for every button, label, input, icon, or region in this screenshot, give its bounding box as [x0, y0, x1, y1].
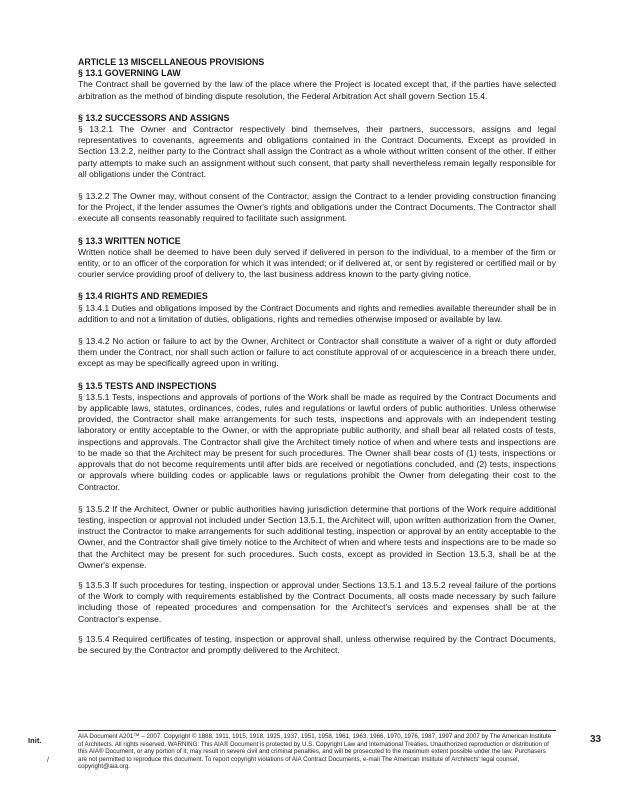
paragraph-13-5-2: § 13.5.2 If the Architect, Owner or public authorities having jurisdiction determine that portions of the Work require additional testing, inspection or approval not included under Section 13.5.1, the Architect will, upon written authorization from the Owner, instruct the Contractor to make arrangements for such additional testing, inspection or approval by an entity acceptable to the Owner, and the Contractor shall give timely notice to the Architect of when and where tests and inspections are to be made so that the Architect may be present for such procedures. Such costs, except as provided in Section 13.5.3, shall be at the Owner's expense. [78, 503, 556, 570]
footer-divider [78, 730, 556, 731]
page-number: 33 [590, 734, 602, 745]
section-heading-13-4: § 13.4 RIGHTS AND REMEDIES [78, 291, 208, 302]
article-title: ARTICLE 13 MISCELLANEOUS PROVISIONS [78, 57, 265, 67]
paragraph-13-4-2: § 13.4.2 No action or failure to act by the Owner, Architect or Contractor shall constitute a waiver of a right or duty afforded them under the Contract, nor shall such action or failure to act constitute approval of or acquiescence in a breach there under, except as may be specifically agreed upon in writing. [78, 336, 556, 369]
document-page [78, 57, 556, 656]
section-heading-13-3: § 13.3 WRITTEN NOTICE [78, 235, 181, 246]
copyright-footer [78, 730, 556, 771]
paragraph-13-2-1: § 13.2.1 The Owner and Contractor respectively bind themselves, their partners, successors, assigns and legal representatives to covenants, agreements and obligations contained in the Contract Documents. Except as provided in Section 13.2.2, neither party to the Contract shall assign the Contract as a whole without written consent of the other. If either party attempts to make such an assignment without such consent, that party shall nevertheless remain legally responsible for all obligations under the Contract. [78, 124, 556, 179]
section-heading-13-2: § 13.2 SUCCESSORS AND ASSIGNS [78, 112, 230, 123]
paragraph-13-4-1: § 13.4.1 Duties and obligations imposed by the Contract Documents and rights and remedies available thereunder shall be in addition to and not a limitation of duties, obligations, rights and remedies otherwise imposed or available by law. [78, 302, 556, 324]
paragraph-13-5-1: § 13.5.1 Tests, inspections and approvals of portions of the Work shall be made as required by the Contract Documents and by applicable laws, statutes, ordinances, codes, rules and regulations or lawful orders of public authorities. Unless otherwise provided, the Contractor shall make arrangements for such tests, inspections and approvals with an independent testing laboratory or entity acceptable to the Owner, or with the appropriate public authority, and shall bear all related costs of tests, inspections and approvals. The Contractor shall give the Architect timely notice of when and where tests and inspections are to be made so that the Architect may be present for such procedures. The Owner shall bear costs of (1) tests, inspections or approvals that do not become requirements until after bids are received or negotiations concluded, and (2) tests, inspections or approvals where building codes or applicable laws or regulations prohibit the Owner from delegating their cost to the Contractor. [78, 391, 556, 492]
section-heading-13-1: § 13.1 GOVERNING LAW [78, 68, 181, 79]
paragraph-13-2-2: § 13.2.2 The Owner may, without consent of the Contractor, assign the Contract to a lender providing construction financing for the Project, if the lender assumes the Owner's rights and obligations under the Contract Documents. The Contractor shall execute all consents reasonably required to facilitate such assignment. [78, 191, 556, 224]
paragraph-13-5-4: § 13.5.4 Required certificates of testing, inspection or approval shall, unless otherwise required by the Contract Documents, be secured by the Contractor and promptly delivered to the Architect. [78, 633, 556, 655]
initials-label: Init. [28, 736, 42, 745]
section-heading-13-5: § 13.5 TESTS AND INSPECTIONS [78, 380, 217, 391]
paragraph-13-5-3: § 13.5.3 If such procedures for testing, inspection or approval under Sections 13.5.1 and 13.5.2 reveal failure of the portions of the Work to comply with requirements established by the Contract Documents, all costs made necessary by such failure including those of repeated procedures and compensation for the Architect's services and expenses shall be at the Contractor's expense. [78, 579, 556, 624]
paragraph-13-1: The Contract shall be governed by the law of the place where the Project is located except that, if the parties have selected arbitration as the method of binding dispute resolution, the Federal Arbitration Act shall govern Section 15.4. [78, 79, 556, 101]
copyright-notice: AIA Document A201™ – 2007. Copyright © 1888, 1911, 1915, 1918, 1925, 1937, 1951, 1958, 1961, 1963, 1966, 1970, 1976, 1987, 1997 and 2007 by The American Institute of Architects. All rights reserved. WARNING: This AIA® Document is protected by U.S. Copyright Law and International Treaties. Unauthorized reproduction or distribution of this AIA® Document, or any portion of it, may result in severe civil and criminal penalties, and will be prosecuted to the maximum extent possible under the law. Purchasers are not permitted to reproduce this document. To report copyright violations of AIA Contract Documents, e-mail The American Institute of Architects' legal counsel, copyright@aia.org. [78, 733, 552, 771]
paragraph-13-3: Written notice shall be deemed to have been duly served if delivered in person to the individual, to a member of the firm or entity, or to an officer of the corporation for which it was intended; or if delivered at, or sent by registered or certified mail or by courier service providing proof of delivery to, the last business address known to the party giving notice. [78, 246, 556, 280]
initials-slash: / [47, 757, 49, 764]
